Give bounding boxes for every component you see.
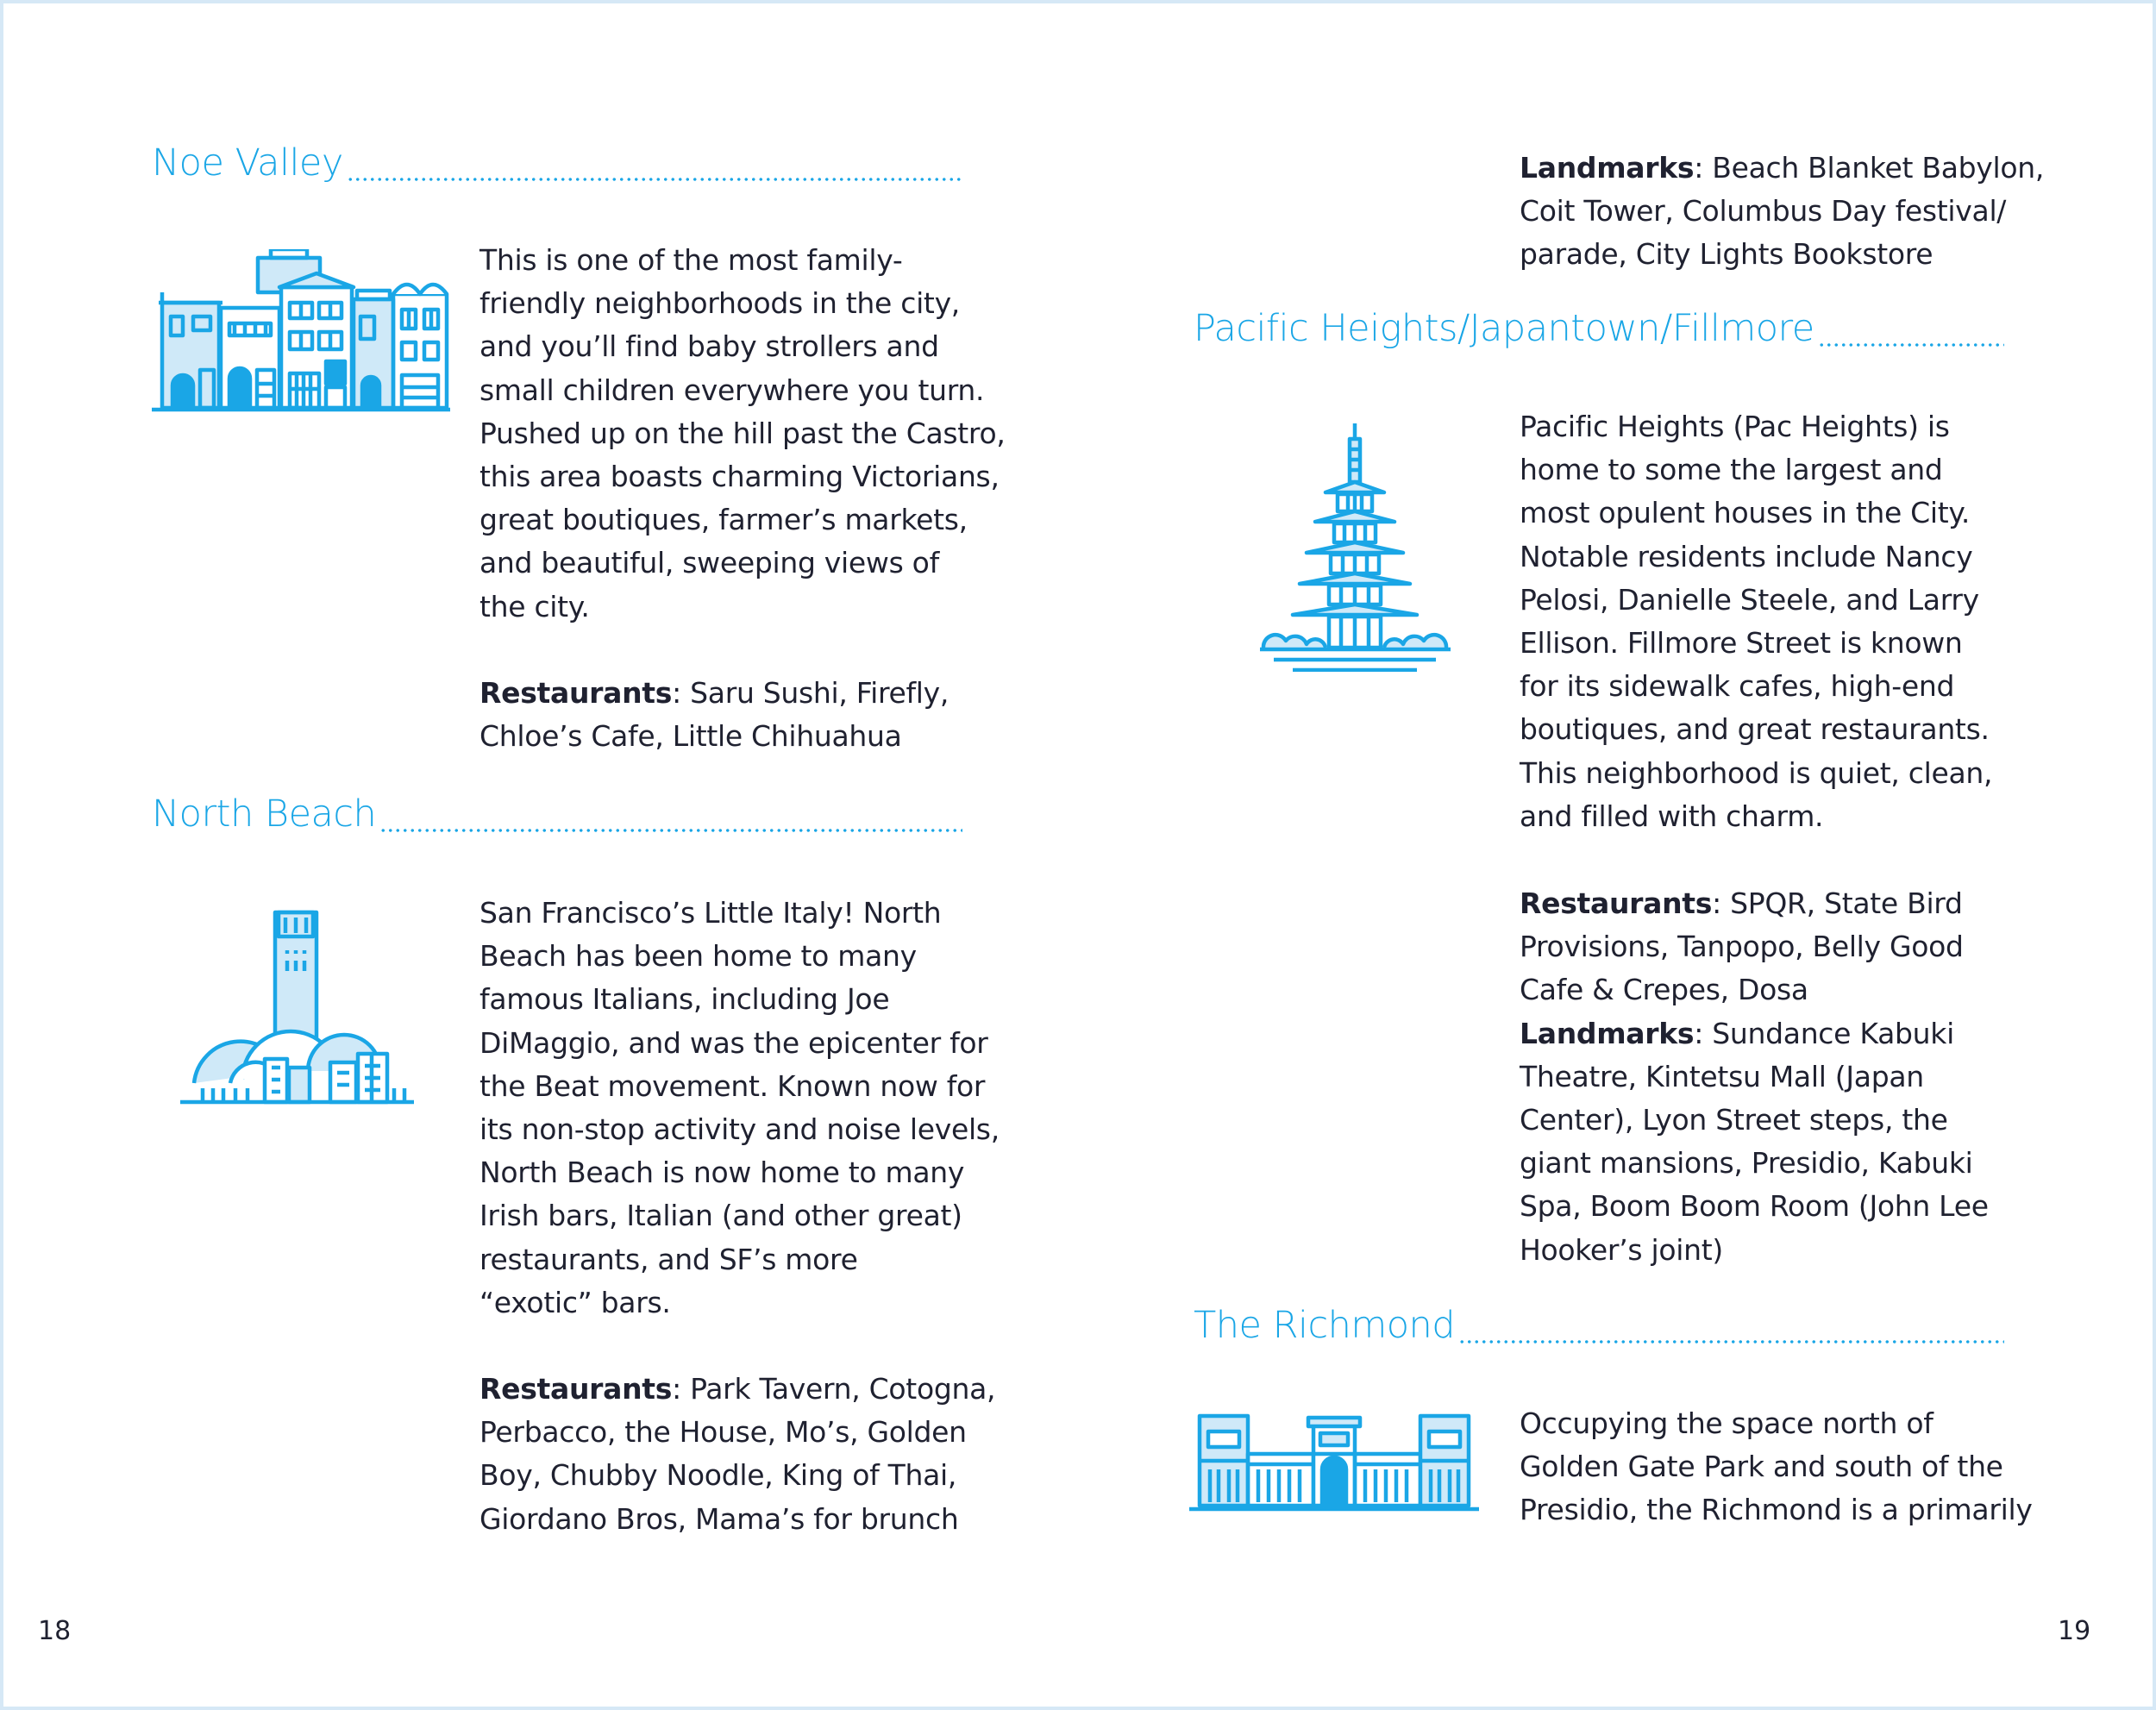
landmarks-list: : Beach Blanket Babylon, [1694,151,2045,185]
section-title-pacific-heights [1194,307,2004,359]
text-line: Hooker’s joint) [1520,1232,1723,1267]
text-line: Cafe & Crepes, Dosa [1520,973,1808,1007]
text-line: Coit Tower, Columbus Day festival/ [1520,194,2007,229]
page-number-left: 18 [38,1616,72,1646]
section-title-richmond [1194,1304,2004,1356]
victorian-houses-icon [150,249,452,413]
section-title-north-beach [152,792,962,844]
text-line: Giordano Bros, Mama’s for brunch [479,1501,959,1536]
text-line: Center), Lyon Street steps, the [1520,1103,1948,1137]
legion-of-honor-icon [1188,1412,1481,1512]
text-line: restaurants, and SF’s more [479,1242,858,1276]
north-beach-description [479,892,1000,1325]
text-line: parade, City Lights Bookstore [1520,237,1934,272]
section-title-noe-valley [152,141,962,193]
restaurants-label: Restaurants [1520,886,1713,920]
text-line: Provisions, Tanpopo, Belly Good [1520,930,1964,964]
restaurants-list: : SPQR, State Bird [1712,886,1963,920]
north-beach-restaurants [479,1368,995,1541]
text-line: Beach has been home to many [479,939,917,974]
heading-text: Noe Valley [152,141,343,185]
text-line: Ellison. Fillmore Street is known [1520,626,1963,661]
text-line: Pushed up on the hill past the Castro, [479,416,1006,450]
text-line [1520,147,2044,190]
dotted-leader [379,829,962,832]
text-line: small children everywhere you turn. [479,373,985,407]
text-line [1520,882,1989,925]
text-line: Theatre, Kintetsu Mall (Japan [1520,1059,1924,1093]
restaurants-list: : Saru Sushi, Firefly, [672,676,950,710]
text-line: Presidio, the Richmond is a primarily [1520,1493,2033,1527]
text-line: Pacific Heights (Pac Heights) is [1520,410,1950,443]
noe-valley-restaurants [479,672,949,758]
text-line [479,672,949,715]
restaurants-list: : Park Tavern, Cotogna, [672,1372,996,1406]
text-line [1520,1012,1989,1055]
pacific-heights-description [1520,405,1992,838]
heading-text: Pacific Heights/Japantown/Fillmore [1194,307,1814,350]
heading-text: The Richmond [1194,1304,1456,1347]
pagoda-icon [1258,422,1452,672]
text-line: friendly neighborhoods in the city, [479,286,960,321]
text-line: DiMaggio, and was the epicenter for [479,1025,988,1060]
text-line: Chloe’s Cafe, Little Chihuahua [479,719,902,754]
landmarks-label: Landmarks [1520,151,1695,185]
heading-text: North Beach [152,792,377,836]
text-line: Pelosi, Danielle Steele, and Larry [1520,582,1979,617]
text-line: Golden Gate Park and south of the [1520,1450,2003,1484]
text-line: Notable residents include Nancy [1520,539,1973,573]
north-beach-landmarks [1520,147,2044,277]
dotted-leader [1818,343,2004,347]
text-line: home to some the largest and [1520,453,1943,487]
text-line [479,1368,995,1411]
text-line: great boutiques, farmer’s markets, [479,503,968,537]
page-number-right: 19 [2058,1616,2091,1646]
restaurants-label: Restaurants [479,1372,673,1406]
restaurants-label: Restaurants [479,676,673,710]
text-line: its non-stop activity and noise levels, [479,1112,1000,1147]
noe-valley-description [479,239,1006,629]
dotted-leader [1458,1340,2004,1344]
text-line: Spa, Boom Boom Room (John Lee [1520,1189,1989,1224]
text-line: the Beat movement. Known now for [479,1068,986,1103]
pacific-heights-restaurants [1520,882,1989,1272]
coit-tower-icon [179,907,416,1106]
text-line: boutiques, and great restaurants. [1520,712,1990,747]
text-line: and beautiful, sweeping views of [479,546,939,580]
text-line: Boy, Chubby Noodle, King of Thai, [479,1458,957,1493]
text-line: Irish bars, Italian (and other great) [479,1199,962,1233]
text-line: This neighborhood is quiet, clean, [1520,755,1993,790]
text-line: for its sidewalk cafes, high-end [1520,669,1955,704]
landmarks-label: Landmarks [1520,1016,1695,1050]
text-line: giant mansions, Presidio, Kabuki [1520,1146,1973,1181]
text-line: most opulent houses in the City. [1520,496,1971,530]
text-line: the city. [479,589,590,623]
text-line: North Beach is now home to many [479,1156,965,1190]
text-line: San Francisco’s Little Italy! North [479,896,942,930]
text-line: Perbacco, the House, Mo’s, Golden [479,1415,967,1450]
text-line: famous Italians, including Joe [479,982,890,1017]
text-line: “exotic” bars. [479,1285,671,1319]
richmond-description [1520,1402,2033,1532]
landmarks-list: : Sundance Kabuki [1694,1016,1954,1050]
text-line: and filled with charm. [1520,799,1824,833]
text-line: this area boasts charming Victorians, [479,460,1000,494]
dotted-leader [347,178,962,181]
text-line: This is one of the most family- [479,243,903,277]
text-line: and you’ll find baby strollers and [479,329,939,364]
text-line: Occupying the space north of [1520,1406,1934,1440]
